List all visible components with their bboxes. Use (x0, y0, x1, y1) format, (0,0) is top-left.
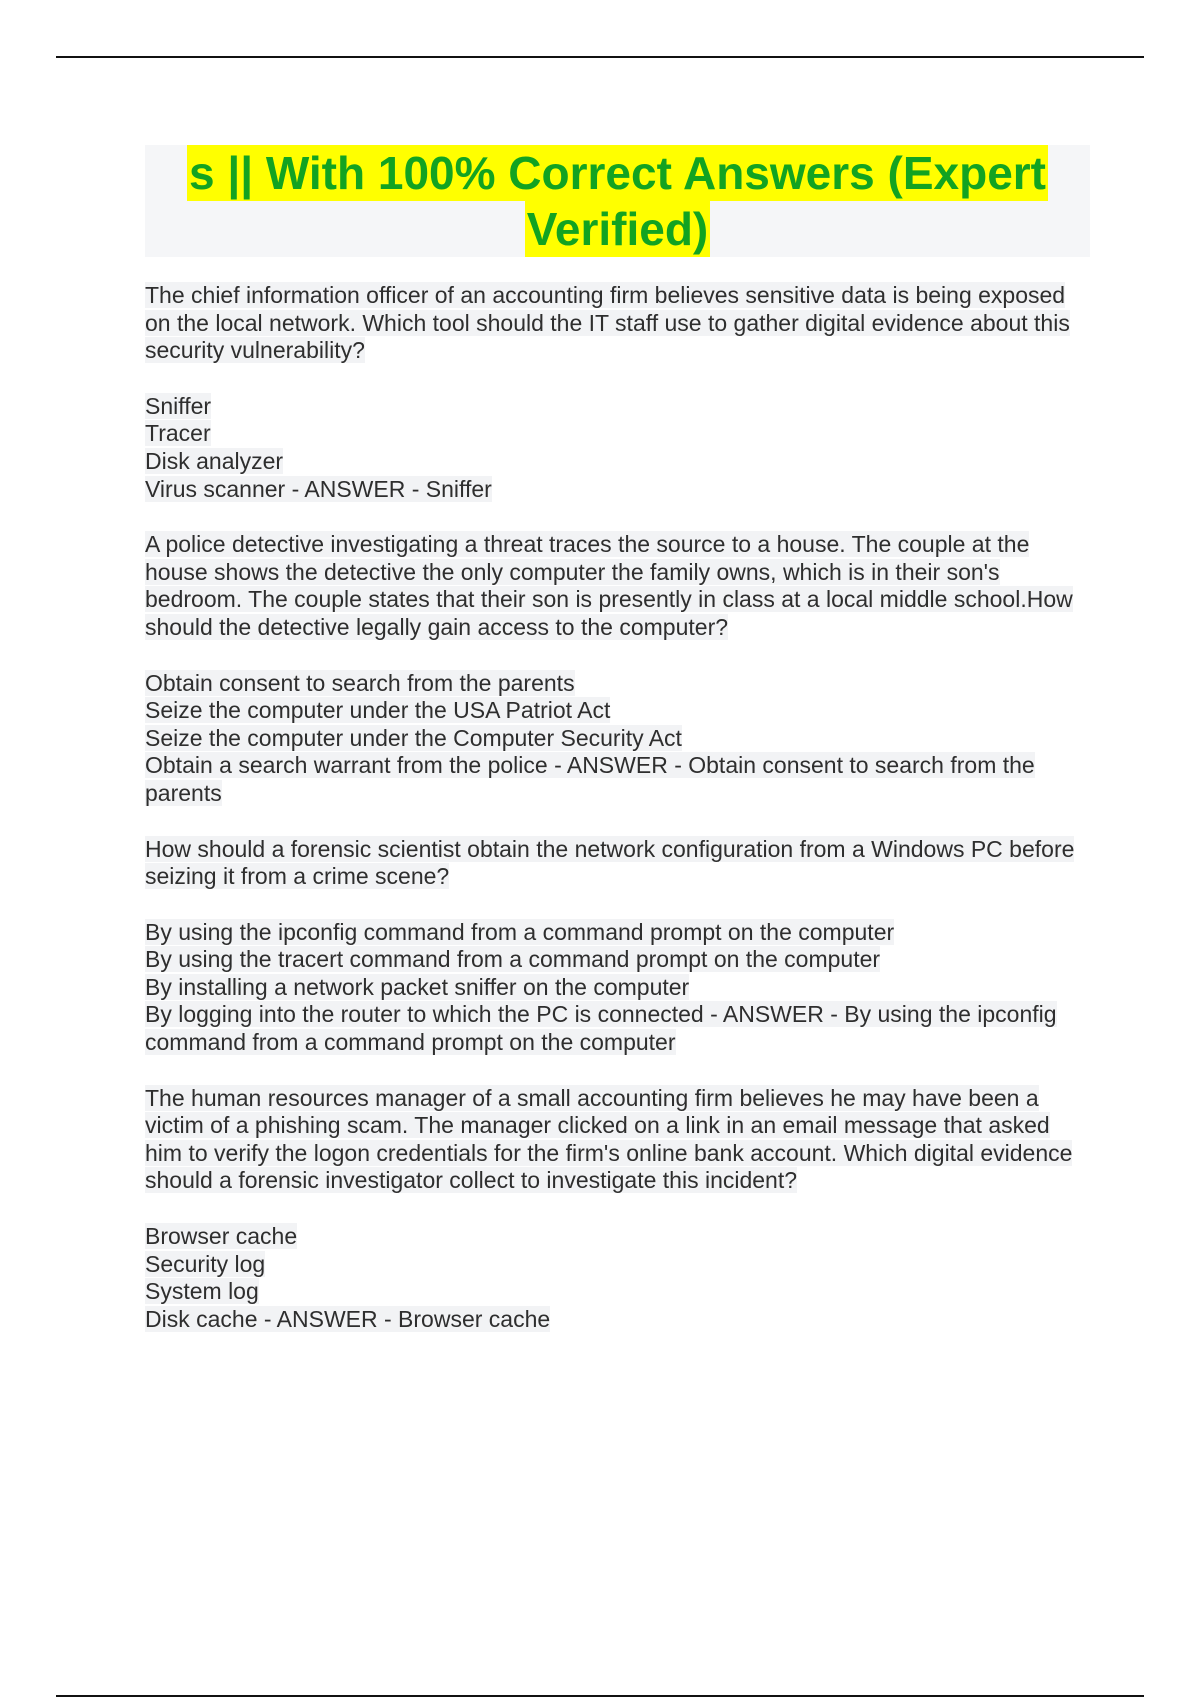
question-text: A police detective investigating a threat traces the source to a house. The couple at the house shows the detective the only computer the family owns, which is in their son's bedroom. The couple states that their son is presently in class at a local middle school.How should the detective legally gain access to the computer? (145, 531, 1073, 640)
answer-line: By logging into the router to which the PC is connected - ANSWER - By using the ipconfig command from a command prompt on the computer (145, 1001, 1057, 1056)
document-title (145, 145, 1090, 257)
option-item: Seize the computer under the USA Patriot Act (145, 697, 611, 724)
option-item: By using the tracert command from a command prompt on the computer (145, 946, 881, 973)
title-line-2: Verified) (526, 203, 709, 255)
question-text: How should a forensic scientist obtain the network configuration from a Windows PC before seizing it from a crime scene? (145, 835, 1075, 890)
option-item: Sniffer (145, 392, 212, 419)
top-rule (56, 56, 1144, 58)
answer-line: Obtain a search warrant from the police - ANSWER - Obtain consent to search from the parents (145, 752, 1035, 806)
question-text: The human resources manager of a small accounting firm believes he may have been a victim of a phishing scam. The manager clicked on a link in an email message that asked him to verify the logon credentials for the firm's online bank account. Which digital evidence should a forensic investigator collect to investigate this incident? (145, 1084, 1073, 1194)
options-block (145, 670, 1090, 808)
option-item: Browser cache (145, 1223, 298, 1250)
answer-line: Virus scanner - ANSWER - Sniffer (145, 475, 492, 502)
question-block (145, 282, 1090, 365)
option-item: Obtain consent to search from the parents (145, 669, 575, 696)
title-line-1: s || With 100% Correct Answers (Expert (189, 147, 1046, 199)
question-block (145, 531, 1090, 641)
options-block (145, 1223, 1090, 1333)
question-text: The chief information officer of an accounting firm believes sensitive data is being exposed on the local network. Which tool should the IT staff use to gather digital evidence about this security vulnerability? (145, 282, 1070, 364)
option-item: By using the ipconfig command from a command prompt on the computer (145, 918, 895, 945)
option-item: Tracer (145, 420, 211, 447)
option-item: Security log (145, 1250, 266, 1277)
question-block (145, 836, 1090, 891)
question-block (145, 1085, 1090, 1195)
qa-content (145, 282, 1090, 1361)
option-item: Seize the computer under the Computer Security Act (145, 724, 682, 751)
options-block (145, 919, 1090, 1057)
answer-line: Disk cache - ANSWER - Browser cache (145, 1305, 551, 1332)
bottom-rule (56, 1695, 1144, 1697)
option-item: System log (145, 1278, 259, 1305)
options-block (145, 393, 1090, 503)
option-item: By installing a network packet sniffer on the computer (145, 973, 690, 1000)
option-item: Disk analyzer (145, 447, 284, 474)
